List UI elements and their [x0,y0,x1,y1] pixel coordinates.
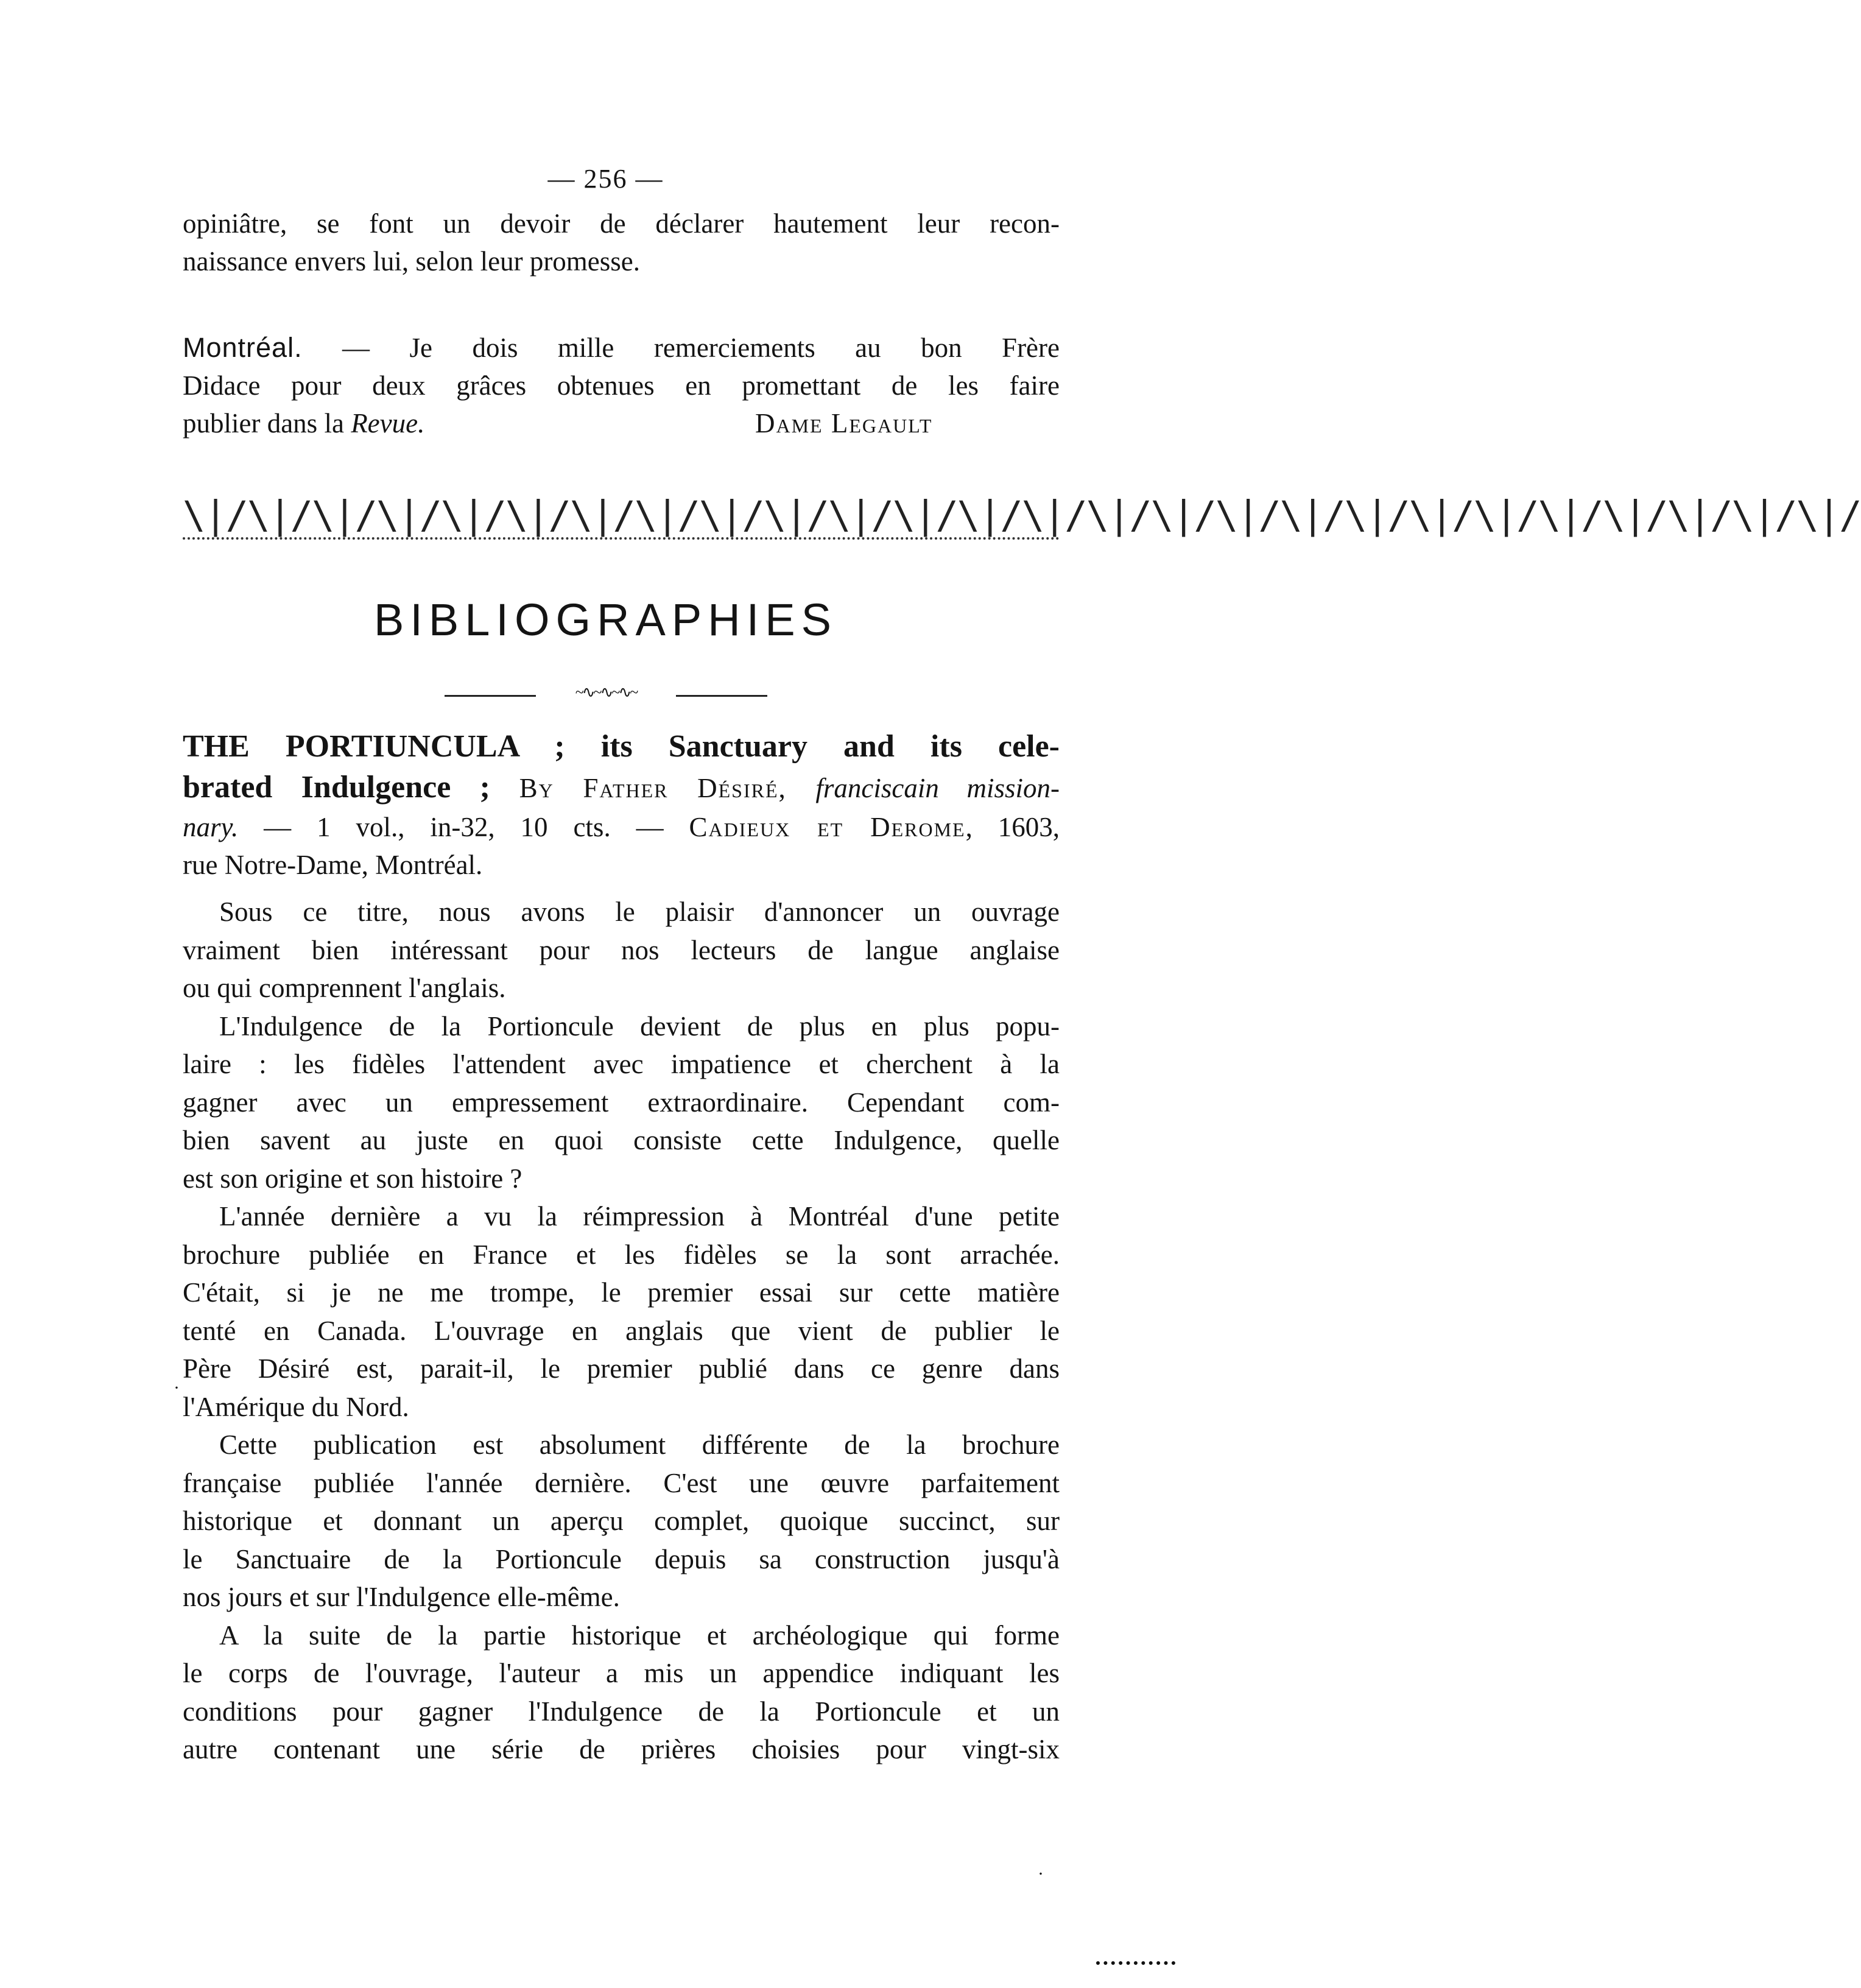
text-line: conditions pour gagner l'Indulgence de la Portioncule et un [183,1696,1060,1727]
bibliography-entry [183,726,1060,884]
text-fragment: , 1603, [965,812,1060,842]
page-edge-marks [1096,1961,1175,1977]
text-fragment: — 1 vol., in-32, 10 cts. — [238,812,689,842]
text-line: C'était, si je ne me trompe, le premier essai sur cette matière [183,1277,1060,1308]
paragraph [183,893,1060,1007]
text-fragment: — Je dois mille remerciements au bon Frère [302,333,1060,363]
text-line [183,767,1060,808]
paragraph [183,1426,1060,1616]
publisher: Cadieux et Derome [689,812,966,842]
text-line: nos jours et sur l'Indulgence elle-même. [183,1582,620,1612]
text-fragment: publier dans la [183,408,351,439]
text-line: opiniâtre, se font un devoir de déclarer hautement leur recon- [183,208,1060,239]
divider-line-left [445,695,536,697]
review-body [183,893,1060,1769]
ornament-baseline [183,537,1060,546]
entry-title-continued: brated Indulgence ; [183,770,490,805]
entry-title: THE PORTIUNCULA ; its Sanctuary and its cele- [183,729,1060,764]
paragraph [183,1616,1060,1769]
print-speck: · [1038,1864,1044,1884]
text-line: Didace pour deux grâces obtenues en promettant de les faire [183,370,1060,401]
text-line [183,808,1060,846]
journal-name: Revue. [351,408,425,439]
text-line: française publiée l'année dernière. C'est une œuvre parfaitement [183,1467,1060,1498]
text-line: laire : les fidèles l'attendent avec impatience et cherchent à la [183,1049,1060,1079]
text-line: autre contenant une série de prières choisies pour vingt-six [183,1734,1060,1764]
text-line: vraiment bien intéressant pour nos lecteurs de langue anglaise [183,934,1060,965]
text-line: Cette publication est absolument différente de la brochure [219,1429,1060,1460]
text-line: Père Désiré est, parait-il, le premier publié dans ce genre dans [183,1353,1060,1384]
opening-paragraph [183,205,1060,280]
section-title: BIBLIOGRAPHIES [374,594,837,645]
divider-line-right [676,695,767,697]
text-line: A la suite de la partie historique et archéologique qui forme [219,1620,1060,1651]
text-line: ou qui comprennent l'anglais. [183,973,506,1003]
text-line: le corps de l'ouvrage, l'auteur a mis un appendice indiquant les [183,1658,1060,1688]
text-line [183,404,1060,442]
author-role-end: nary. [183,812,239,842]
text-line: bien savent au juste en quoi consiste cette Indulgence, quelle [183,1125,1060,1155]
print-speck: · [174,1378,180,1398]
author: By Father Désiré, [490,773,816,803]
text-line: l'Amérique du Nord. [183,1391,409,1422]
divider-wave: ~∿~∿~∿~ [575,683,637,701]
text-line [183,329,1060,367]
text-line: brochure publiée en France et les fidèles se la sont arrachée. [183,1239,1060,1270]
text-line: naissance envers lui, selon leur promesse. [183,246,641,277]
text-line: gagner avec un empressement extraordinaire. Cependant com- [183,1087,1060,1118]
text-line: L'Indulgence de la Portioncule devient de plus en plus popu- [219,1010,1060,1042]
page-number: — 256 — [547,164,664,194]
text-line: est son origine et son histoire ? [183,1163,522,1194]
paragraph [183,1197,1060,1426]
text-line: L'année dernière a vu la réimpression à Montréal d'une petite [219,1201,1060,1232]
paragraph [183,1007,1060,1198]
city-name: Montréal. [183,332,303,363]
author-role: franciscain mission- [815,773,1060,803]
text-line: tenté en Canada. L'ouvrage en anglais que vient de publier le [183,1315,1060,1346]
montreal-testimonial [183,329,1060,442]
text-line: rue Notre-Dame, Montréal. [183,850,483,880]
text-line: Sous ce titre, nous avons le plaisir d'annoncer un ouvrage [219,897,1060,927]
text-line: historique et donnant un aperçu complet, quoique succinct, sur [183,1506,1060,1536]
title-divider [445,683,767,702]
text-line: le Sanctuaire de la Portioncule depuis sa construction jusqu'à [183,1543,1060,1574]
signature: Dame Legault [755,408,933,439]
ornament-band: \|/\|/\|/\|/\|/\|/\|/\|/\|/\|/\|/\|/\|/\|/\|/\|/\|/\|/\|/\|/\|/\|/\|/\|/\|/\|/ [183,493,1861,537]
